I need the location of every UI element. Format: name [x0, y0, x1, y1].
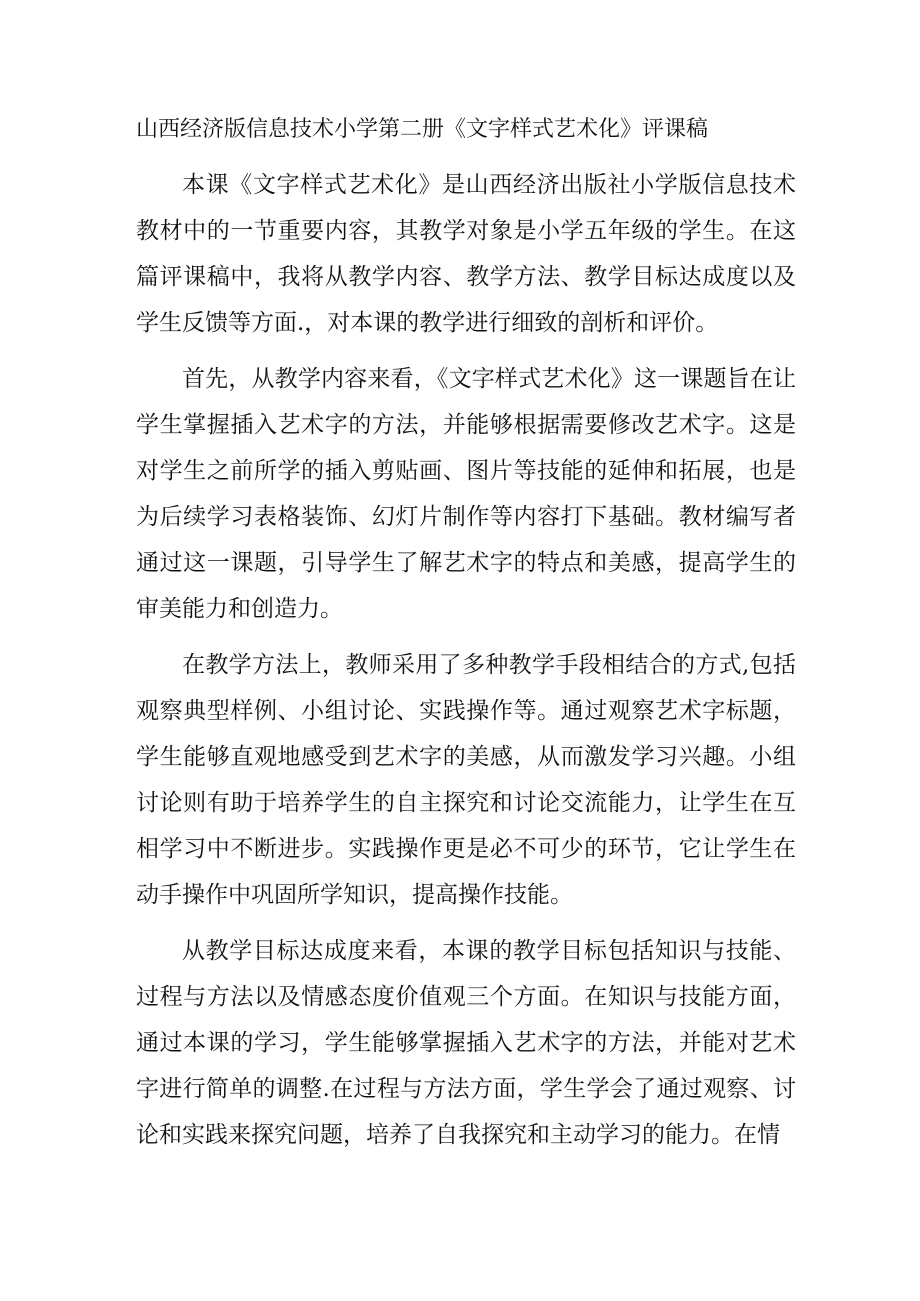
- document-body: [136, 108, 796, 1158]
- paragraph-teaching-content: 首先，从教学内容来看，《文字样式艺术化》这一课题旨在让学生掌握插入艺术字的方法，并能够根据需要修改艺术字。这是对学生之前所学的插入剪贴画、图片等技能的延伸和拓展，也是为后续学习表格装饰、幻灯片制作等内容打下基础。教材编写者通过这一课题，引导学生了解艺术字的特点和美感，提高学生的审美能力和创造力。: [136, 366, 796, 622]
- paragraph-teaching-methods: 在教学方法上，教师采用了多种教学手段相结合的方式,包括观察典型样例、小组讨论、实践操作等。通过观察艺术字标题，学生能够直观地感受到艺术字的美感，从而激发学习兴趣。小组讨论则有助于培养学生的自主探究和讨论交流能力，让学生在互相学习中不断进步。实践操作更是必不可少的环节，它让学生在动手操作中巩固所学知识，提高操作技能。: [136, 652, 796, 908]
- paragraph-intro: 本课《文字样式艺术化》是山西经济出版社小学版信息技术教材中的一节重要内容，其教学对象是小学五年级的学生。在这篇评课稿中，我将从教学内容、教学方法、教学目标达成度以及学生反馈等方面.，对本课的教学进行细致的剖析和评价。: [136, 172, 796, 336]
- document-title: 山西经济版信息技术小学第二册《文字样式艺术化》评课稿: [136, 117, 709, 142]
- paragraph-teaching-objectives: 从教学目标达成度来看，本课的教学目标包括知识与技能、过程与方法以及情感态度价值观三个方面。在知识与技能方面，通过本课的学习，学生能够掌握插入艺术字的方法，并能对艺术字进行简单的调整.在过程与方法方面，学生学会了通过观察、讨论和实践来探究问题，培养了自我探究和主动学习的能力。在情: [136, 938, 796, 1148]
